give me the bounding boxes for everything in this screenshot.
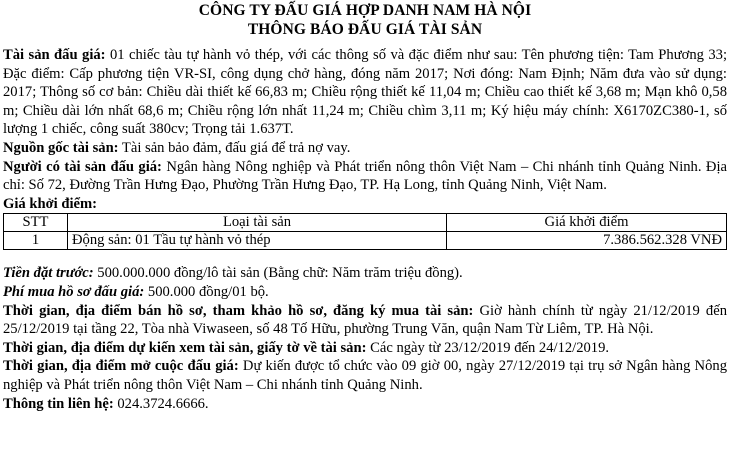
company-name: CÔNG TY ĐẤU GIÁ HỢP DANH NAM HÀ NỘI	[198, 2, 532, 19]
auction-label: Thời gian, địa điểm mở cuộc đấu giá:	[3, 358, 239, 375]
asset-paragraph	[3, 46, 727, 139]
owner-text: Ngân hàng Nông nghiệp và Phát triển nông thôn Việt Nam – Chi nhánh tỉnh Quảng Ninh. Địa chỉ: Số 72, Đường Trần Hưng Đạo, Phường Trần Hưng Đạo, TP. Hạ Long, tỉnh Quảng Ninh, Việt Nam.	[3, 158, 727, 194]
owner-label: Người có tài sản đấu giá:	[3, 158, 162, 175]
starting-price-paragraph	[3, 195, 727, 214]
origin-text: Tài sản bảo đảm, đấu giá để trả nợ vay.	[118, 139, 351, 156]
asset-text: 01 chiếc tàu tự hành vỏ thép, với các thông số và đặc điểm như sau: Tên phương tiện: Tam Phương 33; Đặc điểm: Cấp phương tiện VR-SI, công dụng chở hàng, đóng năm 2017; Nơi đóng: Nam Định; Năm đưa vào sử dụng: 2017; Thông số cơ bản: Chiều dài thiết kế 66,83 m; Chiều rộng thiết kế 11,04 m; Chiều cao thiết kế 3,68 m; Mạn khô 0,58 m; Chiều dài lớn nhất 68,6 m; Chiều rộng lớn nhất 11,24 m; Chiều chìm 3,11 m; Ký hiệu máy chính: X6170ZC380-1, số lượng 1 chiếc, công suất 380cv; Trọng tải 1.637T.	[3, 47, 727, 138]
contact-label: Thông tin liên hệ:	[3, 395, 114, 412]
viewing-text: Các ngày từ 23/12/2019 đến 24/12/2019.	[366, 339, 610, 356]
deposit-paragraph	[3, 264, 727, 283]
notice-body	[3, 46, 727, 413]
cell-starting-price: 7.386.562.328 VNĐ	[447, 232, 727, 250]
registration-paragraph	[3, 302, 727, 339]
registration-text: Giờ hành chính từ ngày 21/12/2019 đến 25/12/2019 tại tầng 22, Tòa nhà Viwaseen, số 48 Tố Hữu, phường Trung Văn, quận Nam Từ Liêm, TP. Hà Nội.	[3, 302, 727, 338]
origin-label: Nguồn gốc tài sản:	[3, 139, 119, 156]
dossier-fee-label: Phí mua hồ sơ đấu giá:	[3, 283, 145, 300]
notice-title: THÔNG BÁO ĐẤU GIÁ TÀI SẢN	[247, 21, 483, 38]
contact-text: 024.3724.6666.	[113, 395, 209, 412]
deposit-label: Tiền đặt trước:	[3, 265, 94, 282]
header-asset-type: Loại tài sản	[68, 214, 447, 232]
origin-paragraph	[3, 139, 727, 158]
spacer	[3, 250, 727, 264]
asset-label: Tài sản đấu giá:	[3, 47, 106, 63]
dossier-fee-text: 500.000 đồng/01 bộ.	[144, 283, 269, 300]
contact-paragraph	[3, 395, 727, 414]
starting-price-table	[3, 213, 727, 250]
table-header-row	[4, 214, 727, 232]
cell-stt: 1	[4, 232, 68, 250]
viewing-label: Thời gian, địa điểm dự kiến xem tài sản, giấy tờ về tài sản:	[3, 339, 367, 356]
table-row	[4, 232, 727, 250]
auction-text: Dự kiến được tổ chức vào 09 giờ 00, ngày 27/12/2019 tại trụ sở Ngân hàng Nông nghiệp và Phát triển nông thôn Việt Nam – Chi nhánh tỉnh Quảng Ninh.	[3, 358, 727, 393]
dossier-fee-paragraph	[3, 283, 727, 302]
starting-price-label: Giá khởi điểm:	[3, 195, 98, 212]
cell-asset-type: Động sản: 01 Tầu tự hành vỏ thép	[68, 232, 447, 250]
header-starting-price: Giá khởi điểm	[447, 214, 727, 232]
deposit-text: 500.000.000 đồng/lô tài sản (Bằng chữ: Năm trăm triệu đồng).	[93, 265, 463, 282]
registration-label: Thời gian, địa điểm bán hồ sơ, tham khảo hồ sơ, đăng ký mua tài sản:	[3, 302, 474, 319]
header-stt: STT	[4, 214, 68, 232]
auction-paragraph	[3, 357, 727, 394]
viewing-paragraph	[3, 339, 727, 358]
owner-paragraph	[3, 158, 727, 195]
